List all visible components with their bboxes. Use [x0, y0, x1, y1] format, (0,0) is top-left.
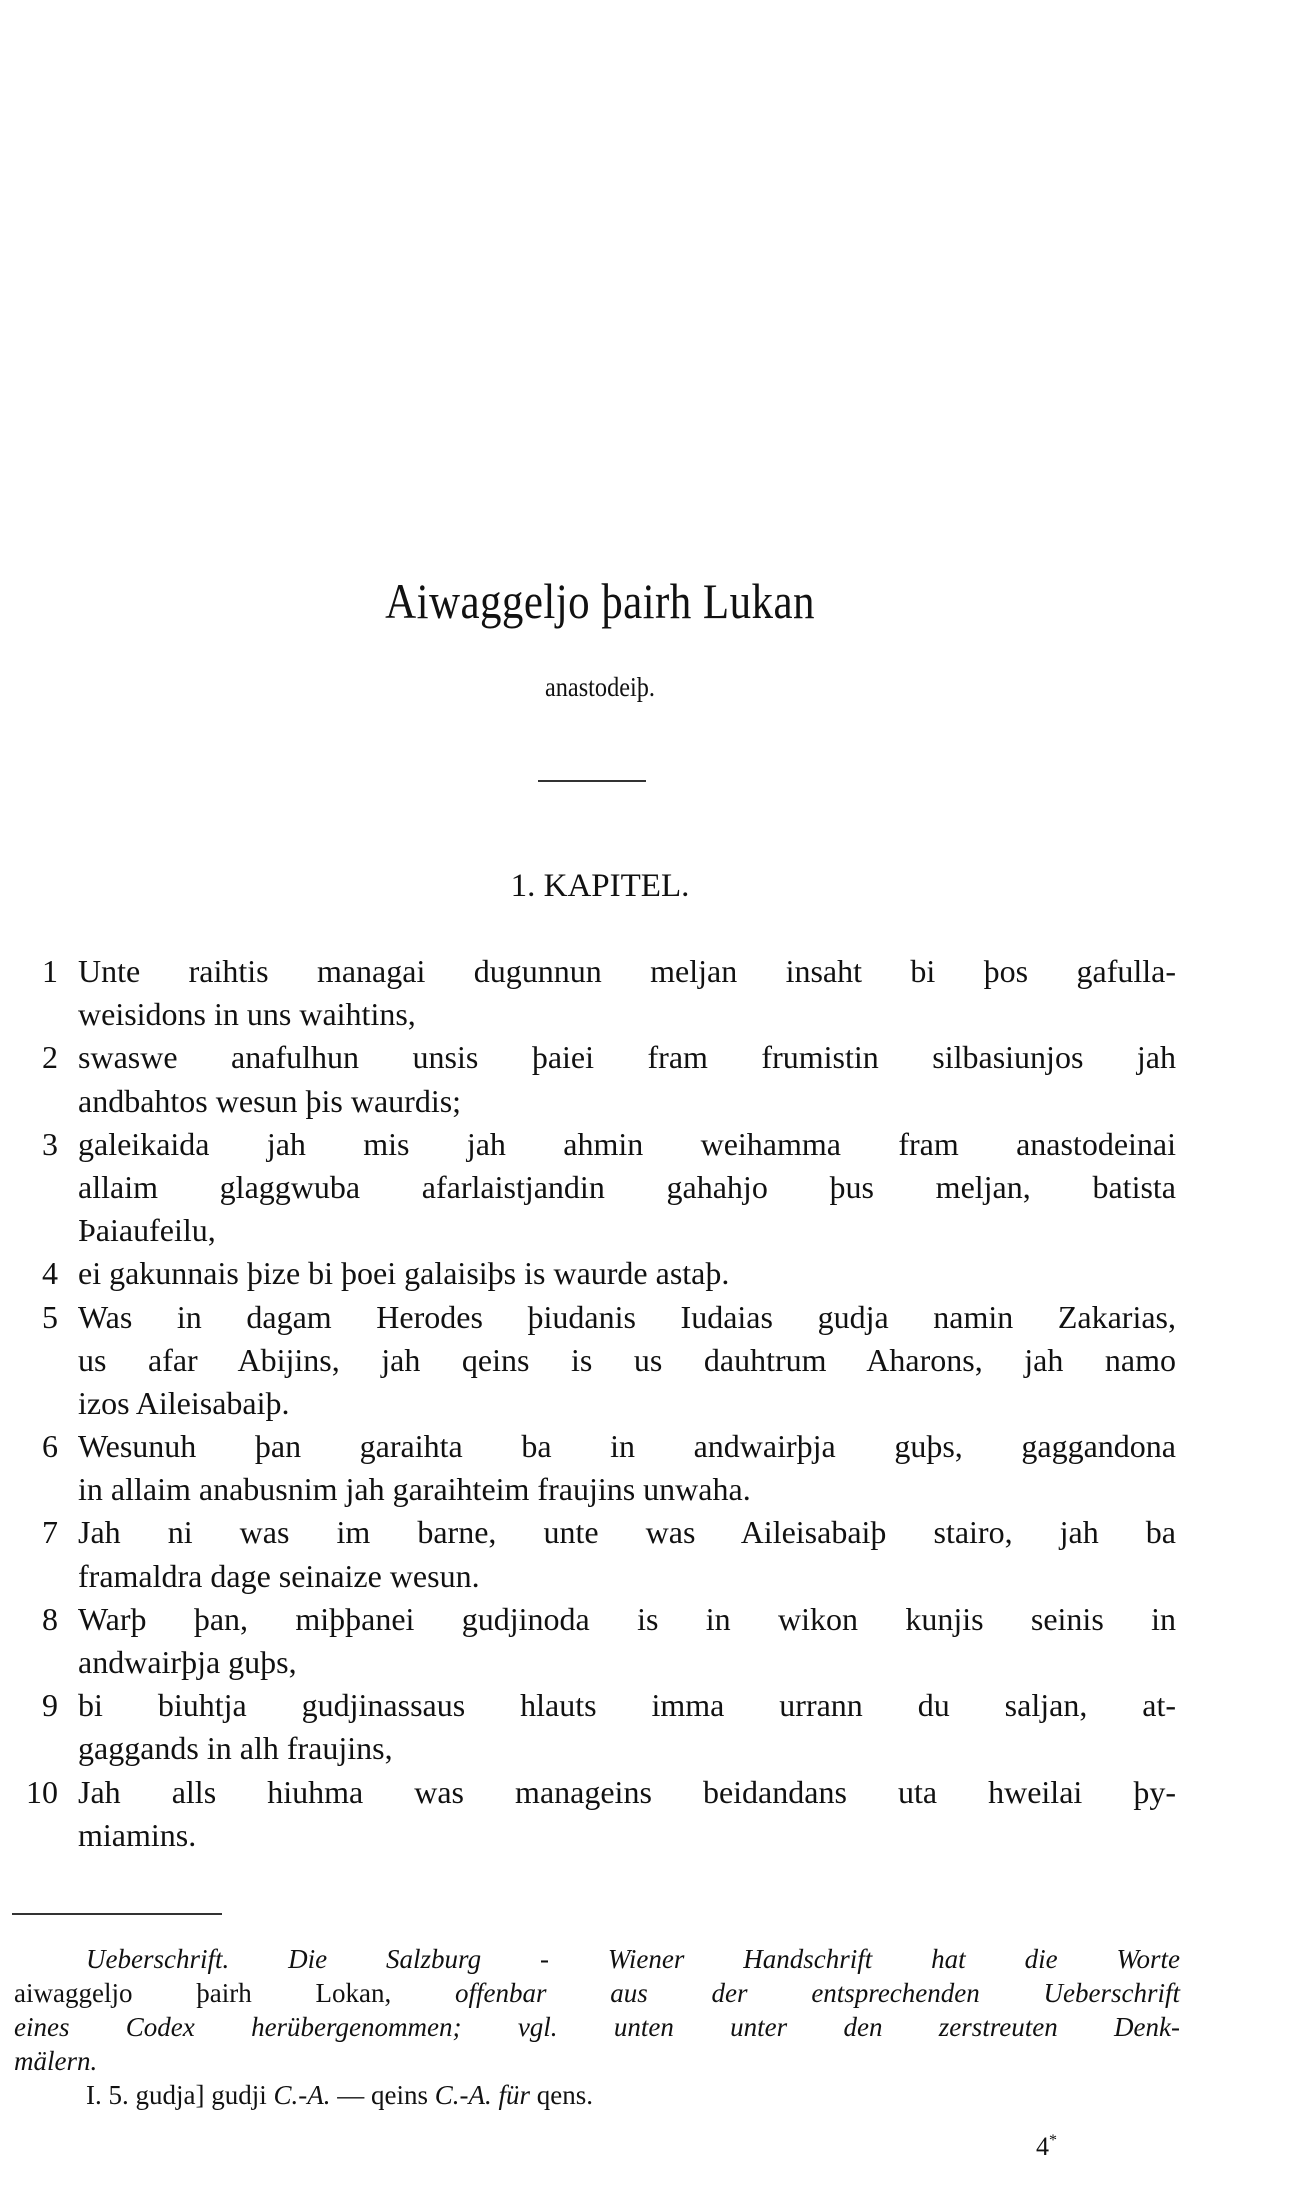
chapter-heading: 1. KAPITEL. [510, 868, 690, 904]
verse-list [0, 950, 1304, 1857]
verse-text: andbahtos wesun þis waurdis; [78, 1082, 462, 1119]
verse-number: 9 [42, 1687, 58, 1724]
verse-text: weisidons in uns waihtins, [78, 996, 416, 1033]
footnote-text: Die Salzburg - Wiener Handschrift hat die Worte [288, 1944, 1181, 1974]
verse-line [0, 1511, 1304, 1554]
verse-line [0, 1166, 1304, 1209]
verse-number: 5 [42, 1298, 58, 1335]
verse-line [0, 1814, 1304, 1857]
footnote-text: offenbar aus der entsprechenden Ueberschrift [455, 1978, 1181, 2008]
verse-text: Warþ þan, miþþanei gudjinoda is in wikon kunjis seinis in [78, 1600, 1176, 1637]
verse-text: Unte raihtis managai dugunnun meljan insaht bi þos gafulla- [78, 953, 1176, 989]
page-number-value: 4 [1036, 2132, 1049, 2161]
verse-line [0, 1771, 1304, 1814]
variant-text: für [498, 2080, 530, 2110]
verse-line [0, 1425, 1304, 1468]
verse-line [0, 1598, 1304, 1641]
verse-text: izos Aileisabaiþ. [78, 1384, 290, 1421]
verse-line [0, 1209, 1304, 1252]
footnote-line [14, 2044, 1180, 2078]
verse-number: 2 [42, 1039, 58, 1076]
verse-line [0, 1296, 1304, 1339]
verse-text: miamins. [78, 1816, 197, 1853]
page-number [1036, 2132, 1057, 2162]
verse-line [0, 1641, 1304, 1684]
verse-line [0, 1036, 1304, 1079]
verse-line [0, 950, 1304, 993]
verse-text: swaswe anafulhun unsis þaiei fram frumistin silbasiunjos jah [78, 1039, 1176, 1076]
page-subtitle: anastodeiþ. [545, 672, 655, 702]
verse-line [0, 1080, 1304, 1123]
verse-text: us afar Abijins, jah qeins is us dauhtrum Aharons, jah namo [78, 1341, 1176, 1378]
verse-line [0, 1123, 1304, 1166]
variant-text: — qeins [337, 2080, 428, 2110]
verse-number: 3 [42, 1125, 58, 1162]
verse-text: Was in dagam Herodes þiudanis Iudaias gudja namin Zakarias, [78, 1298, 1176, 1335]
footnote-text: aiwaggeljo þairh Lokan, [14, 1978, 392, 2008]
title-divider [538, 780, 646, 782]
variant-text: qens. [536, 2080, 593, 2110]
verse-line [0, 1382, 1304, 1425]
verse-text: gaggands in alh fraujins, [78, 1730, 393, 1767]
verse-text: galeikaida jah mis jah ahmin weihamma fram anastodeinai [78, 1125, 1176, 1162]
footnote-text: eines Codex herübergenommen; vgl. unten unter den zerstreuten Denk- [14, 2012, 1180, 2042]
siglum: C.-A. [434, 2080, 492, 2110]
footnote-line [14, 1976, 1180, 2010]
verse-line [0, 1727, 1304, 1770]
footnote-text: mälern. [14, 2046, 98, 2076]
verse-text: Þaiaufeilu, [78, 1212, 216, 1249]
siglum: C.-A. [273, 2080, 331, 2110]
verse-line [0, 1339, 1304, 1382]
verse-line [0, 1555, 1304, 1598]
footnote-line [14, 2078, 1180, 2112]
verse-line [0, 993, 1304, 1036]
verse-text: allaim glaggwuba afarlaistjandin gahahjo þus meljan, batista [78, 1168, 1176, 1205]
verse-number: 6 [42, 1428, 58, 1465]
verse-text: Jah ni was im barne, unte was Aileisabaiþ stairo, jah ba [78, 1514, 1176, 1551]
footnote-divider [12, 1913, 222, 1915]
verse-line [0, 1252, 1304, 1295]
verse-line [0, 1684, 1304, 1727]
footnote-line [14, 1942, 1180, 1976]
footnote-label: Ueberschrift. [86, 1944, 230, 1974]
verse-number: 10 [26, 1773, 58, 1810]
page-number-mark: * [1049, 2132, 1057, 2149]
verse-number: 4 [42, 1255, 58, 1292]
verse-line [0, 1468, 1304, 1511]
verse-text: Wesunuh þan garaihta ba in andwairþja guþs, gaggandona [78, 1428, 1176, 1465]
footnote-line [14, 2010, 1180, 2044]
verse-number: 8 [42, 1600, 58, 1637]
verse-text: Jah alls hiuhma was manageins beidandans uta hweilai þy- [78, 1773, 1176, 1810]
verse-text: andwairþja guþs, [78, 1644, 297, 1680]
page-title: Aiwaggeljo þairh Lukan [385, 573, 815, 629]
verse-text: bi biuhtja gudjinassaus hlauts imma urrann du saljan, at- [78, 1687, 1176, 1724]
footnotes [14, 1942, 1180, 2112]
verse-number: 1 [42, 953, 58, 989]
verse-text: ei gakunnais þize bi þoei galaisiþs is waurde astaþ. [78, 1255, 730, 1292]
variant-ref: I. 5. gudja] gudji [86, 2080, 267, 2110]
verse-number: 7 [42, 1514, 58, 1551]
verse-text: framaldra dage seinaize wesun. [78, 1557, 480, 1594]
verse-text: in allaim anabusnim jah garaihteim fraujins unwaha. [78, 1471, 751, 1508]
